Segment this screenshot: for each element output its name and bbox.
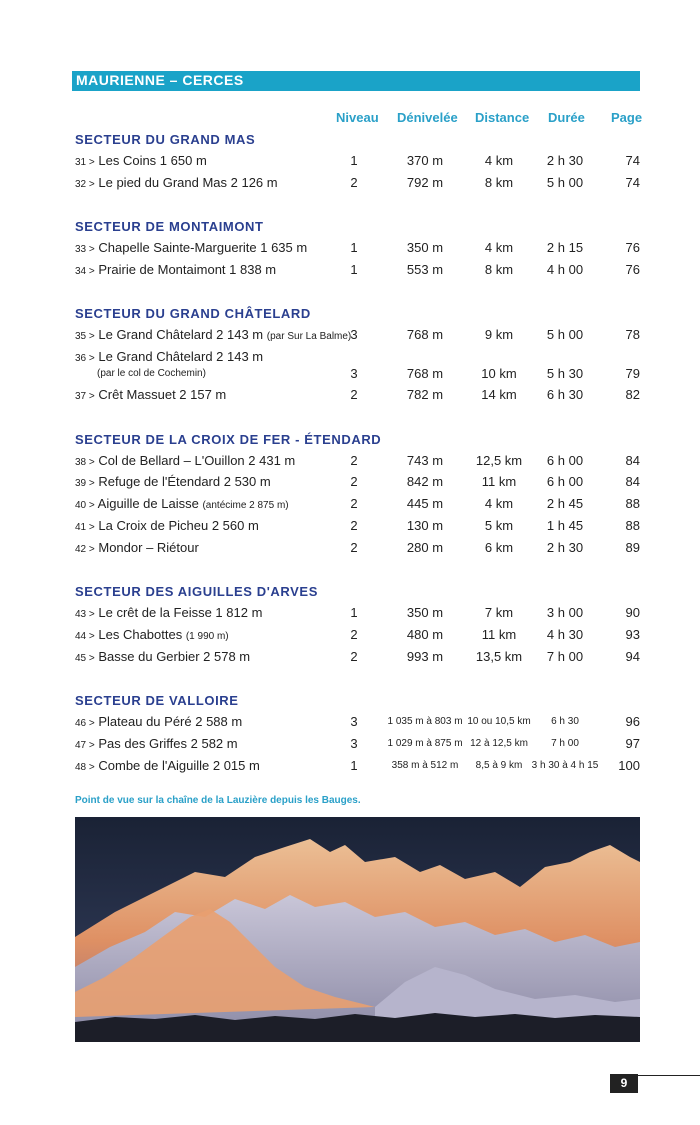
cell-niveau: 2 <box>350 627 358 642</box>
table-row <box>0 240 700 258</box>
table-row <box>0 496 700 514</box>
cell-distance: 5 km <box>484 518 514 533</box>
cell-duree: 4 h 00 <box>546 262 584 277</box>
cell-page: 93 <box>625 627 640 642</box>
table-row <box>0 349 700 367</box>
cell-duree: 7 h 00 <box>546 649 584 664</box>
route-name: 40 > Aiguille de Laisse (antécime 2 875 m) <box>75 496 289 511</box>
cell-denivelee: 768 m <box>406 327 444 342</box>
cell-denivelee: 130 m <box>406 518 444 533</box>
cell-duree: 2 h 15 <box>546 240 584 255</box>
footer-rule <box>638 1075 700 1076</box>
route-name: 42 > Mondor – Riétour <box>75 540 199 555</box>
table-row <box>0 518 700 536</box>
route-name: 36 > Le Grand Châtelard 2 143 m <box>75 349 264 364</box>
table-row <box>0 453 700 471</box>
table-row <box>0 649 700 667</box>
route-name: 32 > Le pied du Grand Mas 2 126 m <box>75 175 278 190</box>
route-name: 45 > Basse du Gerbier 2 578 m <box>75 649 251 664</box>
cell-page: 97 <box>625 736 640 751</box>
route-name: 48 > Combe de l'Aiguille 2 015 m <box>75 758 260 773</box>
col-header-duree: Durée <box>548 110 585 125</box>
cell-niveau: 1 <box>350 605 358 620</box>
route-name: 35 > Le Grand Châtelard 2 143 m (par Sur La Balme) <box>75 327 352 342</box>
table-row <box>0 758 700 776</box>
cell-duree: 4 h 30 <box>546 627 584 642</box>
cell-niveau: 2 <box>350 649 358 664</box>
cell-niveau: 2 <box>350 518 358 533</box>
page-number: 9 <box>610 1074 638 1093</box>
cell-distance: 14 km <box>481 387 517 402</box>
route-name: 31 > Les Coins 1 650 m <box>75 153 207 168</box>
cell-niveau: 3 <box>350 366 358 381</box>
route-name: 39 > Refuge de l'Étendard 2 530 m <box>75 474 271 489</box>
cell-duree: 5 h 00 <box>546 327 584 342</box>
cell-duree: 5 h 00 <box>546 175 584 190</box>
cell-denivelee: 1 035 m à 803 m <box>387 716 463 727</box>
cell-denivelee: 842 m <box>406 474 444 489</box>
cell-distance: 12 à 12,5 km <box>470 738 528 749</box>
cell-distance: 11 km <box>481 627 517 642</box>
cell-page: 78 <box>625 327 640 342</box>
cell-page: 88 <box>625 518 640 533</box>
table-row <box>0 540 700 558</box>
cell-duree: 2 h 45 <box>546 496 584 511</box>
section-title: SECTEUR DU GRAND CHÂTELARD <box>75 306 311 321</box>
cell-page: 84 <box>625 453 640 468</box>
section-title: SECTEUR DE MONTAIMONT <box>75 219 264 234</box>
cell-denivelee: 993 m <box>406 649 444 664</box>
table-row <box>0 605 700 623</box>
cell-niveau: 2 <box>350 175 358 190</box>
cell-denivelee: 280 m <box>406 540 444 555</box>
cell-duree: 6 h 30 <box>546 387 584 402</box>
cell-distance: 10 ou 10,5 km <box>467 716 531 727</box>
cell-niveau: 1 <box>350 153 358 168</box>
cell-distance: 10 km <box>481 366 517 381</box>
photo-caption: Point de vue sur la chaîne de la Lauzière depuis les Bauges. <box>75 795 361 806</box>
cell-duree: 3 h 30 à 4 h 15 <box>531 760 599 771</box>
table-row-continuation <box>0 366 700 384</box>
cell-page: 76 <box>625 240 640 255</box>
route-name: 34 > Prairie de Montaimont 1 838 m <box>75 262 277 277</box>
cell-denivelee: 743 m <box>406 453 444 468</box>
cell-page: 79 <box>625 366 640 381</box>
cell-denivelee: 553 m <box>406 262 444 277</box>
cell-distance: 8 km <box>484 262 514 277</box>
cell-page: 82 <box>625 387 640 402</box>
cell-niveau: 1 <box>350 758 358 773</box>
table-row <box>0 627 700 645</box>
cell-distance: 9 km <box>484 327 514 342</box>
cell-page: 89 <box>625 540 640 555</box>
cell-page: 96 <box>625 714 640 729</box>
table-row <box>0 175 700 193</box>
cell-duree: 3 h 00 <box>546 605 584 620</box>
mountain-photo <box>75 817 640 1042</box>
cell-page: 76 <box>625 262 640 277</box>
col-header-page: Page <box>611 110 643 125</box>
cell-niveau: 2 <box>350 453 358 468</box>
cell-denivelee: 358 m à 512 m <box>391 760 459 771</box>
cell-distance: 11 km <box>481 474 517 489</box>
cell-niveau: 1 <box>350 262 358 277</box>
cell-distance: 4 km <box>484 496 514 511</box>
col-header-distance: Distance <box>475 110 530 125</box>
cell-niveau: 1 <box>350 240 358 255</box>
cell-page: 88 <box>625 496 640 511</box>
cell-niveau: 2 <box>350 496 358 511</box>
table-row <box>0 714 700 732</box>
cell-denivelee: 792 m <box>406 175 444 190</box>
cell-duree: 7 h 00 <box>551 738 579 749</box>
cell-denivelee: 480 m <box>406 627 444 642</box>
cell-page: 94 <box>625 649 640 664</box>
banner-title: MAURIENNE – CERCES <box>76 72 244 88</box>
route-name: 38 > Col de Bellard – L'Ouillon 2 431 m <box>75 453 296 468</box>
table-row <box>0 262 700 280</box>
cell-distance: 4 km <box>484 153 514 168</box>
cell-denivelee: 350 m <box>406 240 444 255</box>
table-row <box>0 153 700 171</box>
cell-denivelee: 1 029 m à 875 m <box>387 738 463 749</box>
cell-duree: 2 h 30 <box>546 153 584 168</box>
route-note: (par le col de Cochemin) <box>97 368 206 379</box>
cell-distance: 13,5 km <box>475 649 523 664</box>
cell-duree: 6 h 00 <box>546 474 584 489</box>
cell-denivelee: 782 m <box>406 387 444 402</box>
route-name: 46 > Plateau du Péré 2 588 m <box>75 714 243 729</box>
cell-page: 90 <box>625 605 640 620</box>
route-name: 33 > Chapelle Sainte-Marguerite 1 635 m <box>75 240 308 255</box>
cell-distance: 12,5 km <box>475 453 523 468</box>
col-header-denivelee: Dénivelée <box>397 110 458 125</box>
cell-distance: 8,5 à 9 km <box>475 760 523 771</box>
cell-distance: 8 km <box>484 175 514 190</box>
cell-page: 74 <box>625 175 640 190</box>
cell-distance: 7 km <box>484 605 514 620</box>
section-banner <box>72 71 640 91</box>
cell-denivelee: 350 m <box>406 605 444 620</box>
cell-niveau: 2 <box>350 474 358 489</box>
route-name: 41 > La Croix de Picheu 2 560 m <box>75 518 259 533</box>
cell-niveau: 3 <box>350 327 358 342</box>
section-title: SECTEUR DES AIGUILLES D'ARVES <box>75 584 318 599</box>
cell-duree: 6 h 00 <box>546 453 584 468</box>
cell-distance: 4 km <box>484 240 514 255</box>
cell-page: 100 <box>618 758 640 773</box>
cell-denivelee: 768 m <box>406 366 444 381</box>
cell-page: 84 <box>625 474 640 489</box>
cell-distance: 6 km <box>484 540 514 555</box>
route-name: 44 > Les Chabottes (1 990 m) <box>75 627 229 642</box>
route-name: 37 > Crêt Massuet 2 157 m <box>75 387 227 402</box>
cell-niveau: 3 <box>350 714 358 729</box>
table-row <box>0 327 700 345</box>
cell-duree: 5 h 30 <box>546 366 584 381</box>
route-name: 43 > Le crêt de la Feisse 1 812 m <box>75 605 263 620</box>
cell-page: 74 <box>625 153 640 168</box>
table-row <box>0 474 700 492</box>
cell-duree: 6 h 30 <box>551 716 579 727</box>
section-title: SECTEUR DE LA CROIX DE FER - ÉTENDARD <box>75 432 382 447</box>
route-name: 47 > Pas des Griffes 2 582 m <box>75 736 238 751</box>
section-title: SECTEUR DE VALLOIRE <box>75 693 239 708</box>
cell-denivelee: 370 m <box>406 153 444 168</box>
cell-niveau: 2 <box>350 540 358 555</box>
cell-duree: 1 h 45 <box>546 518 584 533</box>
cell-denivelee: 445 m <box>406 496 444 511</box>
cell-duree: 2 h 30 <box>546 540 584 555</box>
section-title: SECTEUR DU GRAND MAS <box>75 132 256 147</box>
col-header-niveau: Niveau <box>336 110 379 125</box>
table-row <box>0 387 700 405</box>
table-row <box>0 736 700 754</box>
cell-niveau: 3 <box>350 736 358 751</box>
cell-niveau: 2 <box>350 387 358 402</box>
